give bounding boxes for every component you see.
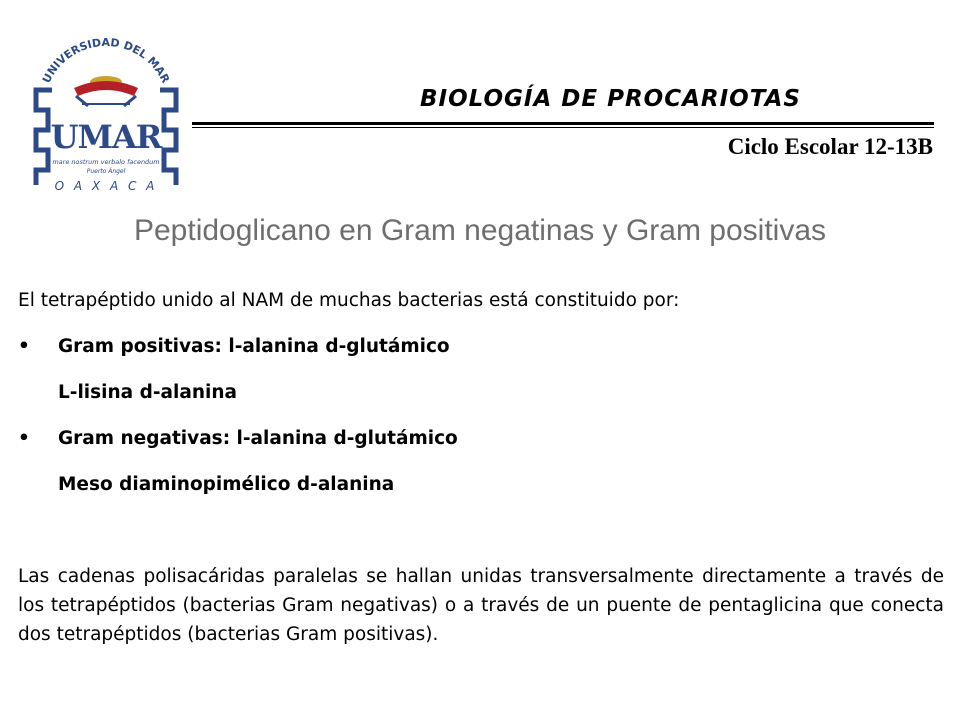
crest-red-band: [74, 81, 138, 96]
bullet-symbol: •: [18, 428, 30, 449]
bullet-text: Gram negativas: l-alanina d-glutámico: [58, 428, 458, 449]
school-cycle: Ciclo Escolar 12-13B: [727, 134, 933, 159]
course-title: BIOLOGÍA DE PROCARIOTAS: [420, 86, 801, 112]
intro-text: El tetrapéptido unido al NAM de muchas bacterias está constituido por:: [18, 290, 680, 311]
bullet-symbol: •: [18, 336, 30, 357]
header-rule: [192, 122, 934, 125]
university-logo: [22, 30, 190, 194]
bullet-text: Gram positivas: l-alanina d-glutámico: [58, 336, 450, 357]
logo-initials: UMAR: [50, 118, 162, 156]
slide-title: Peptidoglicano en Gram negatinas y Gram positivas: [133, 214, 827, 247]
logo-state: O A X A C A: [54, 179, 158, 193]
body-paragraph: Las cadenas polisacáridas paralelas se hallan unidas transversalmente directamente a través de los tetrapéptidos (bacterias Gram negativas) o a través de un puente de pentaglicina que conecta dos tetrapéptidos (bacterias Gram positivas).: [18, 566, 944, 645]
greek-key-right: [160, 90, 176, 185]
logo-arc-text: UNIVERSIDAD DEL MAR: [39, 36, 173, 86]
greek-key-left: [36, 90, 52, 185]
bullet-continuation: L-lisina d-alanina: [58, 382, 237, 403]
bullet-continuation: Meso diaminopimélico d-alanina: [58, 474, 395, 495]
logo-place: Puerto Ángel: [86, 168, 126, 175]
header-rule-thin: [192, 127, 934, 128]
logo-motto: mare nostrum verbalo facendum: [52, 158, 160, 166]
